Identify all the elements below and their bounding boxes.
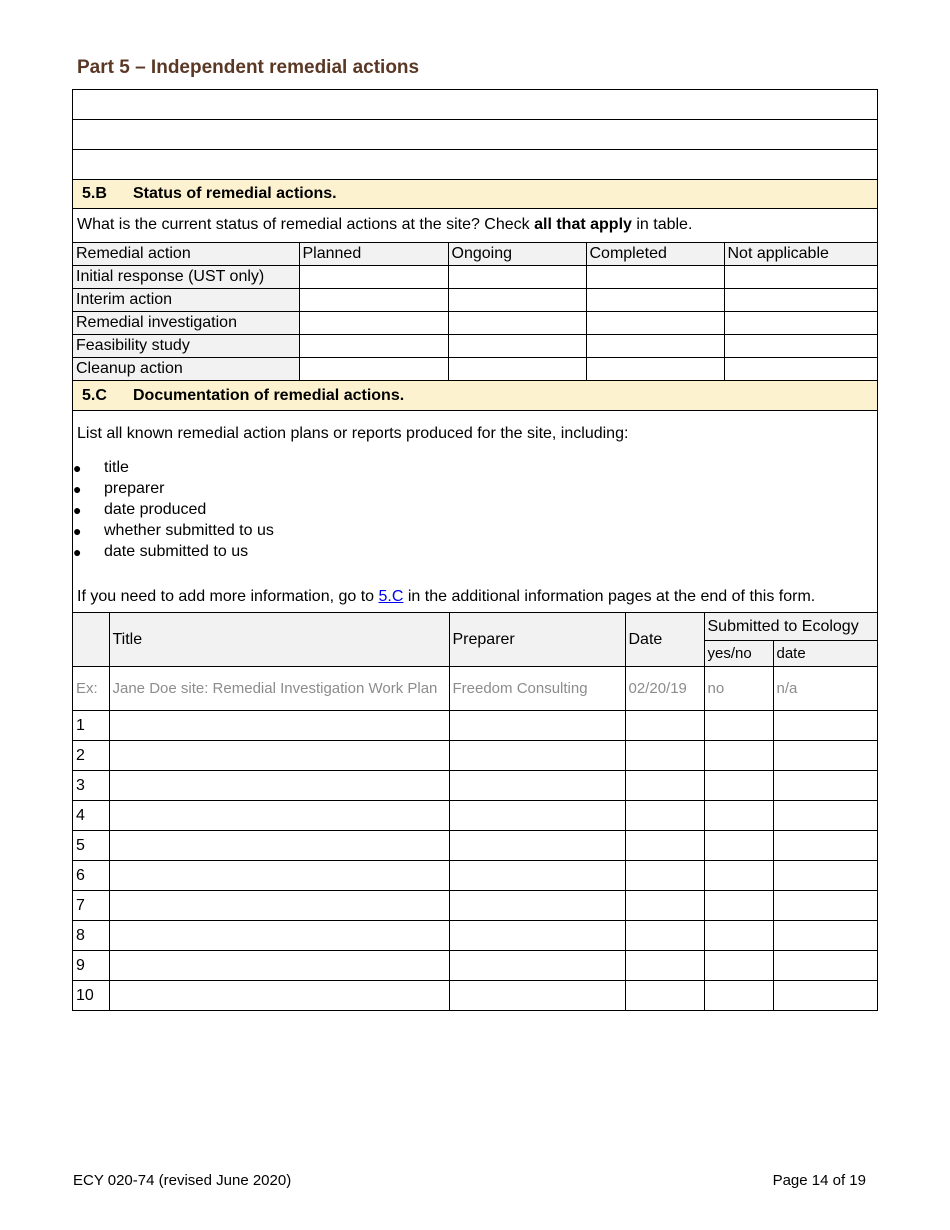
preparer-cell[interactable] bbox=[449, 921, 625, 951]
submitted-date-cell[interactable] bbox=[773, 981, 877, 1011]
title-cell[interactable] bbox=[109, 711, 449, 741]
preparer-cell[interactable] bbox=[449, 831, 625, 861]
title-cell[interactable] bbox=[109, 921, 449, 951]
col-submitted: Submitted to Ecology bbox=[704, 613, 877, 641]
preparer-cell[interactable] bbox=[449, 711, 625, 741]
section-5c-intro: List all known remedial action plans or reports produced for the site, including: bbox=[77, 425, 629, 442]
row-number: 10 bbox=[73, 981, 109, 1011]
submitted-date-cell[interactable] bbox=[773, 951, 877, 981]
status-row-label: Interim action bbox=[73, 289, 299, 312]
section-5c-header bbox=[73, 381, 877, 411]
submitted-date-cell[interactable] bbox=[773, 861, 877, 891]
list-item bbox=[73, 541, 877, 562]
section-5b-title: Status of remedial actions. bbox=[133, 185, 337, 202]
row-number: 7 bbox=[73, 891, 109, 921]
status-row bbox=[73, 335, 877, 358]
question-text-end: in table. bbox=[631, 216, 693, 233]
row-number: 2 bbox=[73, 741, 109, 771]
date-cell[interactable] bbox=[625, 981, 704, 1011]
blank-field-3[interactable] bbox=[73, 149, 877, 179]
status-cell-planned[interactable] bbox=[299, 358, 448, 381]
section-5b-number: 5.B bbox=[82, 185, 107, 202]
title-cell[interactable] bbox=[109, 831, 449, 861]
date-cell[interactable] bbox=[625, 741, 704, 771]
title-cell[interactable] bbox=[109, 861, 449, 891]
part-title: Part 5 – Independent remedial actions bbox=[77, 57, 420, 78]
date-cell[interactable] bbox=[625, 711, 704, 741]
example-title: Jane Doe site: Remedial Investigation Work Plan bbox=[109, 667, 449, 711]
status-cell-ongoing[interactable] bbox=[448, 289, 586, 312]
row-number: 4 bbox=[73, 801, 109, 831]
table-row bbox=[73, 951, 877, 981]
example-preparer: Freedom Consulting bbox=[449, 667, 625, 711]
status-cell-not-applicable[interactable] bbox=[724, 358, 877, 381]
more-info-text-end: in the additional information pages at the end of this form. bbox=[403, 588, 816, 605]
list-item bbox=[73, 478, 877, 499]
row-number: 6 bbox=[73, 861, 109, 891]
status-cell-ongoing[interactable] bbox=[448, 266, 586, 289]
date-cell[interactable] bbox=[625, 951, 704, 981]
status-cell-ongoing[interactable] bbox=[448, 335, 586, 358]
bullet-text: whether submitted to us bbox=[104, 521, 274, 539]
bullet-list bbox=[73, 457, 877, 562]
table-row bbox=[73, 921, 877, 951]
bullet-icon: ● bbox=[73, 480, 82, 497]
yes-no-cell[interactable] bbox=[704, 981, 773, 1011]
yes-no-cell[interactable] bbox=[704, 831, 773, 861]
preparer-cell[interactable] bbox=[449, 741, 625, 771]
col-title: Title bbox=[109, 613, 449, 667]
preparer-cell[interactable] bbox=[449, 891, 625, 921]
submitted-date-cell[interactable] bbox=[773, 801, 877, 831]
table-row bbox=[73, 861, 877, 891]
status-cell-ongoing[interactable] bbox=[448, 358, 586, 381]
example-row bbox=[73, 667, 877, 711]
example-label: Ex: bbox=[73, 667, 109, 711]
status-cell-ongoing[interactable] bbox=[448, 312, 586, 335]
status-row bbox=[73, 312, 877, 335]
row-number: 3 bbox=[73, 771, 109, 801]
yes-no-cell[interactable] bbox=[704, 801, 773, 831]
col-planned: Planned bbox=[299, 243, 448, 266]
preparer-cell[interactable] bbox=[449, 951, 625, 981]
submitted-date-cell[interactable] bbox=[773, 771, 877, 801]
bullet-icon: ● bbox=[73, 501, 82, 518]
status-cell-not-applicable[interactable] bbox=[724, 266, 877, 289]
yes-no-cell[interactable] bbox=[704, 771, 773, 801]
status-cell-planned[interactable] bbox=[299, 266, 448, 289]
list-item bbox=[73, 520, 877, 541]
status-cell-completed[interactable] bbox=[586, 358, 724, 381]
example-date: 02/20/19 bbox=[625, 667, 704, 711]
status-cell-not-applicable[interactable] bbox=[724, 335, 877, 358]
title-cell[interactable] bbox=[109, 891, 449, 921]
col-remedial-action: Remedial action bbox=[73, 243, 299, 266]
status-cell-planned[interactable] bbox=[299, 289, 448, 312]
link-5c[interactable]: 5.C bbox=[378, 588, 404, 605]
date-cell[interactable] bbox=[625, 861, 704, 891]
status-table bbox=[73, 242, 877, 381]
section-5c-number: 5.C bbox=[82, 386, 107, 404]
table-row bbox=[73, 771, 877, 801]
col-preparer: Preparer bbox=[449, 613, 625, 667]
submitted-date-cell[interactable] bbox=[773, 741, 877, 771]
yes-no-cell[interactable] bbox=[704, 921, 773, 951]
status-row bbox=[73, 289, 877, 312]
row-number: 1 bbox=[73, 711, 109, 741]
table-row bbox=[73, 711, 877, 741]
col-submitted-date: date bbox=[773, 641, 877, 667]
section-5c-title: Documentation of remedial actions. bbox=[133, 386, 405, 404]
bullet-icon: ● bbox=[73, 543, 82, 560]
list-item bbox=[73, 499, 877, 520]
status-row-label: Cleanup action bbox=[73, 358, 299, 381]
section-5b-question bbox=[73, 209, 877, 242]
status-row-label: Initial response (UST only) bbox=[73, 266, 299, 289]
bullet-text: date submitted to us bbox=[104, 542, 249, 560]
more-info-note bbox=[77, 588, 877, 612]
status-header-row bbox=[73, 243, 877, 266]
table-row bbox=[73, 981, 877, 1011]
table-row bbox=[73, 801, 877, 831]
preparer-cell[interactable] bbox=[449, 771, 625, 801]
example-yes-no: no bbox=[704, 667, 773, 711]
col-date: Date bbox=[625, 613, 704, 667]
status-cell-completed[interactable] bbox=[586, 312, 724, 335]
preparer-cell[interactable] bbox=[449, 861, 625, 891]
status-row-label: Remedial investigation bbox=[73, 312, 299, 335]
list-item bbox=[73, 457, 877, 478]
blank-field-2[interactable] bbox=[73, 119, 877, 149]
table-row bbox=[73, 741, 877, 771]
row-number: 8 bbox=[73, 921, 109, 951]
submitted-date-cell[interactable] bbox=[773, 711, 877, 741]
status-cell-completed[interactable] bbox=[586, 266, 724, 289]
title-cell[interactable] bbox=[109, 981, 449, 1011]
documents-table bbox=[73, 612, 877, 1011]
blank-field-1[interactable] bbox=[73, 89, 877, 119]
status-cell-planned[interactable] bbox=[299, 312, 448, 335]
bullet-icon: ● bbox=[73, 459, 82, 476]
date-cell[interactable] bbox=[625, 801, 704, 831]
page-number: Page 14 of 19 bbox=[772, 1172, 866, 1189]
more-info-text: If you need to add more information, go to bbox=[77, 588, 379, 605]
title-cell[interactable] bbox=[109, 801, 449, 831]
yes-no-cell[interactable] bbox=[704, 711, 773, 741]
yes-no-cell[interactable] bbox=[704, 891, 773, 921]
question-emphasis: all that apply bbox=[534, 216, 632, 233]
status-cell-planned[interactable] bbox=[299, 335, 448, 358]
bullet-text: title bbox=[104, 458, 129, 476]
status-cell-not-applicable[interactable] bbox=[724, 312, 877, 335]
date-cell[interactable] bbox=[625, 891, 704, 921]
bullet-icon: ● bbox=[73, 522, 82, 539]
table-row bbox=[73, 831, 877, 861]
submitted-date-cell[interactable] bbox=[773, 831, 877, 861]
submitted-date-cell[interactable] bbox=[773, 891, 877, 921]
col-row-number bbox=[73, 613, 109, 667]
col-yes-no: yes/no bbox=[704, 641, 773, 667]
row-number: 5 bbox=[73, 831, 109, 861]
col-not-applicable: Not applicable bbox=[724, 243, 877, 266]
status-row bbox=[73, 358, 877, 381]
status-cell-completed[interactable] bbox=[586, 335, 724, 358]
status-row-label: Feasibility study bbox=[73, 335, 299, 358]
bullet-text: date produced bbox=[104, 500, 207, 518]
title-cell[interactable] bbox=[109, 951, 449, 981]
title-cell[interactable] bbox=[109, 771, 449, 801]
yes-no-cell[interactable] bbox=[704, 861, 773, 891]
question-text: What is the current status of remedial actions at the site? Check bbox=[77, 216, 535, 233]
preparer-cell[interactable] bbox=[449, 981, 625, 1011]
yes-no-cell[interactable] bbox=[704, 951, 773, 981]
table-row bbox=[73, 891, 877, 921]
bullet-text: preparer bbox=[104, 479, 165, 497]
form-frame bbox=[72, 89, 878, 1011]
date-cell[interactable] bbox=[625, 771, 704, 801]
submitted-date-cell[interactable] bbox=[773, 921, 877, 951]
section-5c-instructions bbox=[73, 411, 877, 612]
status-cell-not-applicable[interactable] bbox=[724, 289, 877, 312]
date-cell[interactable] bbox=[625, 921, 704, 951]
date-cell[interactable] bbox=[625, 831, 704, 861]
example-submitted-date: n/a bbox=[773, 667, 877, 711]
col-completed: Completed bbox=[586, 243, 724, 266]
section-5b-header bbox=[73, 179, 877, 209]
yes-no-cell[interactable] bbox=[704, 741, 773, 771]
status-row bbox=[73, 266, 877, 289]
preparer-cell[interactable] bbox=[449, 801, 625, 831]
title-cell[interactable] bbox=[109, 741, 449, 771]
docs-header-row bbox=[73, 613, 877, 641]
row-number: 9 bbox=[73, 951, 109, 981]
col-ongoing: Ongoing bbox=[448, 243, 586, 266]
status-cell-completed[interactable] bbox=[586, 289, 724, 312]
form-id: ECY 020-74 (revised June 2020) bbox=[73, 1172, 292, 1189]
